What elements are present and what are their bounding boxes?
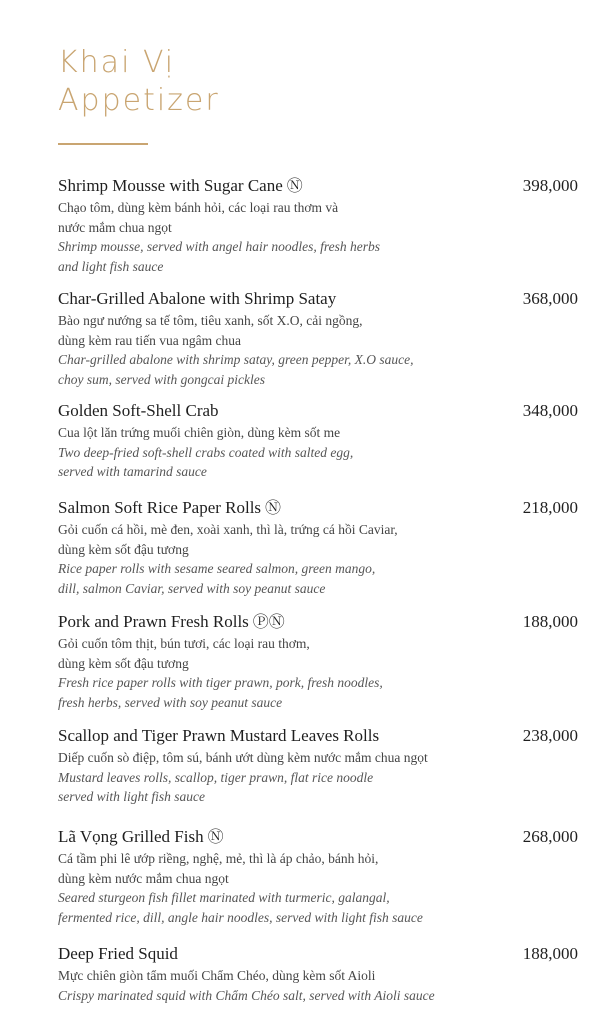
item-description-vi: Diếp cuốn sò điệp, tôm sú, bánh ướt dùng kèm nước mắm chua ngọt [58, 750, 428, 765]
menu-item [58, 497, 578, 598]
item-price: 188,000 [522, 944, 578, 963]
item-name: Salmon Soft Rice Paper Rolls [58, 498, 262, 517]
item-badges: Ⓝ [265, 500, 282, 517]
item-description-en: Char-grilled abalone with shrimp satay, green pepper, X.O sauce, choy sum, served with gongcai pickles [58, 352, 414, 387]
title-english: Appetizer [58, 83, 220, 118]
item-price: 218,000 [522, 498, 578, 517]
page-title [58, 44, 220, 120]
item-price: 398,000 [522, 176, 578, 195]
menu-item [58, 400, 578, 482]
item-description-vi: Cá tầm phi lê ướp riềng, nghệ, mẻ, thì là áp chảo, bánh hỏi, dùng kèm nước mắm chua ngọt [58, 851, 379, 886]
menu-item [58, 826, 578, 927]
item-name: Pork and Prawn Fresh Rolls [58, 612, 249, 631]
item-description-en: Fresh rice paper rolls with tiger prawn, pork, fresh noodles, fresh herbs, served with soy peanut sauce [58, 675, 383, 710]
menu-item [58, 288, 578, 389]
item-description-vi: Gỏi cuốn cá hồi, mè đen, xoài xanh, thì là, trứng cá hồi Caviar, dùng kèm sốt đậu tương [58, 522, 398, 557]
item-price: 268,000 [522, 827, 578, 846]
menu-item [58, 175, 578, 276]
title-divider [58, 143, 148, 145]
item-description-vi: Bào ngư nướng sa tế tôm, tiêu xanh, sốt X.O, cải ngồng, dùng kèm rau tiến vua ngâm chua [58, 313, 363, 348]
item-description-en: Two deep-fried soft-shell crabs coated with salted egg, served with tamarind sauce [58, 444, 354, 479]
item-description-vi: Mực chiên giòn tẩm muối Chẩm Chéo, dùng kèm sốt Aioli [58, 968, 376, 983]
item-badges: ⓅⓃ [252, 614, 285, 631]
menu-item [58, 943, 578, 1005]
item-description-vi: Chạo tôm, dùng kèm bánh hỏi, các loại rau thơm và nước mắm chua ngọt [58, 200, 339, 235]
item-name: Scallop and Tiger Prawn Mustard Leaves Rolls [58, 726, 380, 745]
item-description-vi: Gỏi cuốn tôm thịt, bún tươi, các loại rau thơm, dùng kèm sốt đậu tương [58, 636, 310, 671]
menu-item [58, 611, 578, 712]
item-description-en: Seared sturgeon fish fillet marinated with turmeric, galangal, fermented rice, dill, angle hair noodles, served with light fish sauce [58, 890, 423, 925]
title-vietnamese: Khai Vị [58, 45, 176, 80]
item-description-vi: Cua lột lăn trứng muối chiên giòn, dùng kèm sốt me [58, 425, 341, 440]
item-description-en: Shrimp mousse, served with angel hair noodles, fresh herbs and light fish sauce [58, 239, 380, 274]
item-description-en: Rice paper rolls with sesame seared salmon, green mango, dill, salmon Caviar, served with soy peanut sauce [58, 561, 376, 596]
item-name: Deep Fried Squid [58, 944, 178, 963]
item-description-en: Crispy marinated squid with Chẩm Chéo salt, served with Aioli sauce [58, 987, 435, 1003]
item-name: Char-Grilled Abalone with Shrimp Satay [58, 289, 337, 308]
item-badges: Ⓝ [286, 178, 303, 195]
item-name: Shrimp Mousse with Sugar Cane [58, 176, 283, 195]
item-price: 348,000 [522, 401, 578, 420]
item-description-en: Mustard leaves rolls, scallop, tiger prawn, flat rice noodle served with light fish sauce [58, 769, 374, 804]
item-price: 188,000 [522, 612, 578, 631]
item-name: Golden Soft-Shell Crab [58, 401, 219, 420]
menu-item [58, 725, 578, 807]
item-price: 368,000 [522, 289, 578, 308]
item-price: 238,000 [522, 726, 578, 745]
item-name: Lã Vọng Grilled Fish [58, 827, 204, 846]
item-badges: Ⓝ [207, 829, 224, 846]
